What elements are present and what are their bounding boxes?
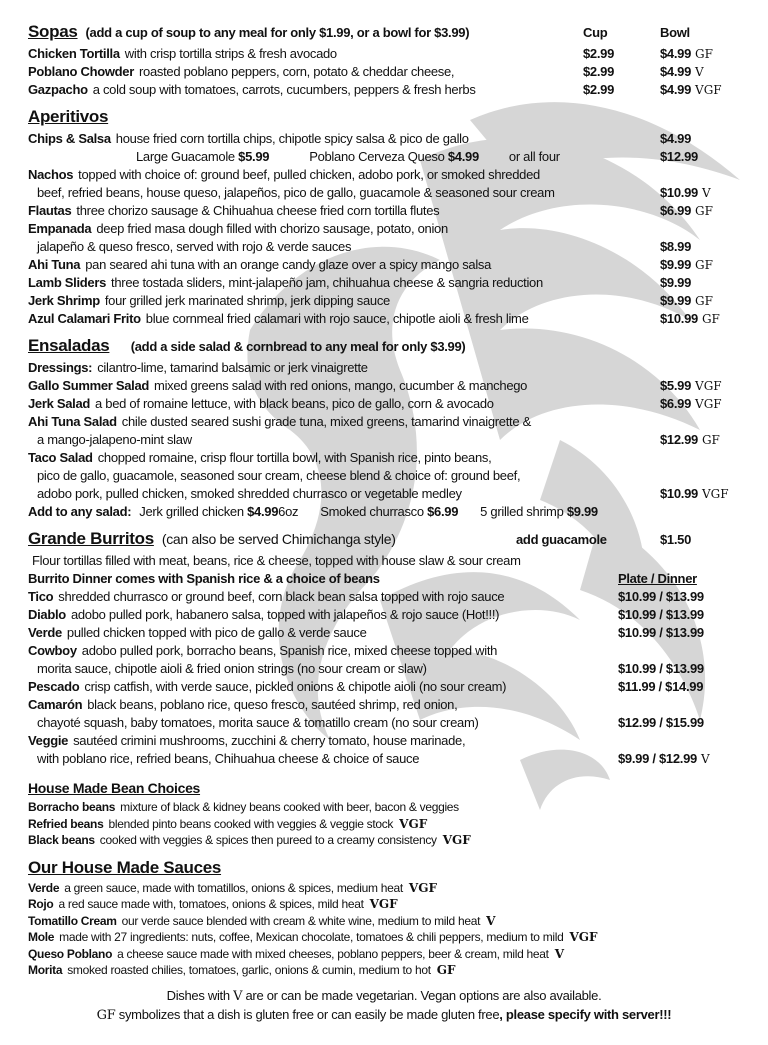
item-text xyxy=(28,880,768,897)
price-value: $9.99 xyxy=(660,275,692,290)
menu-item-line xyxy=(0,310,768,328)
addon-label: Add to any salad: xyxy=(28,504,132,519)
item-text xyxy=(28,63,583,81)
dressings-list: cilantro-lime, tamarind balsamic or jerk vinaigrette xyxy=(97,360,368,375)
price-value: $10.99 / $13.99 xyxy=(618,661,704,676)
dietary-tag: GF xyxy=(695,47,713,61)
item-name: Poblano Chowder xyxy=(28,64,135,79)
price-value: $9.99 xyxy=(660,293,692,308)
item-price xyxy=(618,714,768,732)
section-beans xyxy=(0,778,768,849)
menu-item-line xyxy=(0,449,768,467)
price-value: $10.99 / $13.99 xyxy=(618,589,704,604)
price-value: $12.99 / $15.99 xyxy=(618,715,704,730)
item-text xyxy=(28,750,618,768)
section-sauces xyxy=(0,857,768,979)
item-text xyxy=(28,832,768,849)
price-value: $9.99 xyxy=(660,257,692,272)
dietary-tag: VGF xyxy=(369,897,398,911)
item-name: Queso Poblano xyxy=(28,946,113,961)
item-desc: adobo pulled pork, borracho beans, Spanish rice, mixed cheese topped with xyxy=(81,643,498,658)
menu-item-line xyxy=(0,166,768,184)
item-name: Chicken Tortilla xyxy=(28,46,120,61)
menu-item-line xyxy=(0,256,768,274)
item-name: Jerk Salad xyxy=(28,396,91,411)
section-note: (add a cup of soup to any meal for only $1.99, or a bowl for $3.99) xyxy=(85,25,470,40)
item-price xyxy=(660,45,768,63)
price-value: $10.99 xyxy=(660,311,698,326)
item-name: Rojo xyxy=(28,897,54,911)
item-desc: chile dusted seared sushi grade tuna, mixed greens, tamarind vinaigrette & xyxy=(121,414,531,429)
item-text xyxy=(28,642,618,660)
item-desc: a red sauce made with, tomatoes, onions & spices, mild heat xyxy=(58,897,364,911)
menu-item-line xyxy=(0,816,768,833)
menu-item-line xyxy=(0,696,768,714)
item-desc: mixture of black & kidney beans cooked with beer, bacon & veggies xyxy=(120,800,459,814)
item-price xyxy=(660,292,768,310)
item-price xyxy=(660,377,768,395)
dressings xyxy=(0,359,768,377)
item-text xyxy=(28,256,660,274)
item-desc: sautéed crimini mushrooms, zucchini & cherry tomato, house marinade, xyxy=(73,733,466,748)
addon-price: $6.99 xyxy=(427,504,459,519)
dietary-tag: VGF xyxy=(408,880,437,895)
item-name: Gazpacho xyxy=(28,82,88,97)
section-title: Sopas xyxy=(28,22,78,41)
dietary-tag: GF xyxy=(695,204,713,218)
item-name: Pescado xyxy=(28,679,80,694)
item-text xyxy=(28,485,660,503)
item-name: Nachos xyxy=(28,167,74,182)
item-price xyxy=(660,238,768,256)
price-value: $10.99 xyxy=(660,486,698,501)
item-desc: with poblano rice, refried beans, Chihuahua cheese & choice of sauce xyxy=(37,751,420,766)
price-value: $9.99 / $12.99 xyxy=(618,751,697,766)
dietary-tag: V xyxy=(554,946,565,961)
item-name: Borracho beans xyxy=(28,800,116,814)
price-value: $10.99 xyxy=(660,185,698,200)
section-ensaladas xyxy=(0,334,768,521)
item-text xyxy=(28,678,618,696)
column-bowl: Bowl xyxy=(660,25,690,40)
item-desc: shredded churrasco or ground beef, corn black bean salsa topped with rojo sauce xyxy=(58,589,505,604)
item-price xyxy=(618,750,768,768)
item-text xyxy=(28,310,660,328)
addon-price: $4.99 xyxy=(247,504,279,519)
item-text xyxy=(28,449,660,467)
section-note: (add a side salad & cornbread to any meal for only $3.99) xyxy=(130,339,466,354)
price-value: $5.99 xyxy=(660,378,692,393)
menu-item-line xyxy=(0,274,768,292)
item-name: Azul Calamari Frito xyxy=(28,311,141,326)
item-desc: a green sauce, made with tomatillos, onions & spices, medium heat xyxy=(64,880,403,895)
menu-item-line xyxy=(0,606,768,624)
column-plate-dinner: Plate / Dinner xyxy=(618,571,697,586)
item-desc: a cheese sauce made with mixed cheeses, poblano peppers, beer & cream, mild heat xyxy=(117,946,549,961)
dietary-tag: V xyxy=(700,752,710,766)
item-price xyxy=(618,660,768,678)
menu-item-line xyxy=(0,624,768,642)
item-desc: morita sauce, chipotle aioli & fried onion strings (no sour cream or slaw) xyxy=(37,661,427,676)
section-title: House Made Bean Choices xyxy=(28,780,201,796)
legend-text: Dishes with xyxy=(166,987,230,1003)
guacamole-label: add guacamole xyxy=(516,532,607,547)
item-text xyxy=(28,166,660,184)
item-desc: house fried corn tortilla chips, chipotle spicy salsa & pico de gallo xyxy=(115,131,469,146)
item-price xyxy=(618,588,768,606)
menu-item-line xyxy=(0,896,768,913)
menu-item-line xyxy=(0,799,768,816)
item-name: Refried beans xyxy=(28,816,104,831)
price-value: $4.99 xyxy=(660,46,692,61)
item-price xyxy=(618,606,768,624)
item-name: Morita xyxy=(28,963,63,977)
menu-item-line xyxy=(0,913,768,930)
item-desc: mixed greens salad with red onions, mango, cucumber & manchego xyxy=(154,378,528,393)
price-value: $4.99 xyxy=(660,82,692,97)
dietary-tag: GF xyxy=(701,433,720,447)
item-price xyxy=(660,63,768,81)
item-desc: deep fried masa dough filled with chorizo sausage, potato, onion xyxy=(96,221,448,236)
footer-legend xyxy=(0,987,768,1025)
vegetarian-legend xyxy=(10,987,758,1006)
gluten-free-legend xyxy=(10,1006,758,1025)
item-name: Mole xyxy=(28,930,55,944)
item-desc: three tostada sliders, mint-jalapeño jam, chihuahua cheese & sangria reduction xyxy=(111,275,543,290)
dinner-note-text: Burrito Dinner comes with Spanish rice & a choice of beans xyxy=(28,571,380,586)
item-text xyxy=(28,413,660,431)
item-desc: four grilled jerk marinated shrimp, jerk dipping sauce xyxy=(104,293,390,308)
item-price xyxy=(660,274,768,292)
dietary-tag: V xyxy=(701,186,711,200)
menu-item-line xyxy=(0,413,768,431)
item-name: Chips & Salsa xyxy=(28,131,111,146)
item-name: Taco Salad xyxy=(28,450,93,465)
menu-item-line xyxy=(0,929,768,946)
price-value: $6.99 xyxy=(660,396,692,411)
item-text xyxy=(28,45,583,63)
price-value: $10.99 / $13.99 xyxy=(618,607,704,622)
menu-item-line xyxy=(0,45,768,63)
item-price xyxy=(660,395,768,413)
extra-label: Large Guacamole xyxy=(136,149,235,164)
item-desc: three chorizo sausage & Chihuahua cheese fried corn tortilla flutes xyxy=(76,203,440,218)
column-cup: Cup xyxy=(583,25,608,40)
dietary-tag: VGF xyxy=(701,487,729,501)
price-value: $10.99 / $13.99 xyxy=(618,625,704,640)
dietary-tag: GF xyxy=(436,963,456,977)
menu-item-line xyxy=(0,732,768,750)
item-text xyxy=(28,431,660,449)
item-price xyxy=(660,81,768,99)
section-note: (can also be served Chimichanga style) xyxy=(161,531,396,547)
item-price: $4.99 xyxy=(660,131,692,146)
item-name: Jerk Shrimp xyxy=(28,293,100,308)
item-name: Verde xyxy=(28,880,60,895)
addon-size: 6oz xyxy=(278,504,299,519)
item-desc: pan seared ahi tuna with an orange candy glaze over a spicy mango salsa xyxy=(85,257,492,272)
item-text xyxy=(28,395,660,413)
item-price xyxy=(660,431,768,449)
item-name: Gallo Summer Salad xyxy=(28,378,150,393)
item-desc: adobo pork, pulled chicken, smoked shredded churrasco or vegetable medley xyxy=(37,486,462,501)
vegetarian-symbol: V xyxy=(233,988,243,1004)
item-text xyxy=(28,660,618,678)
item-desc: chayoté squash, baby tomatoes, morita sauce & tomatillo cream (no sour cream) xyxy=(37,715,479,730)
item-desc: pulled chicken topped with pico de gallo & verde sauce xyxy=(66,625,367,640)
section-header xyxy=(0,527,768,552)
dietary-tag: VGF xyxy=(442,833,471,847)
addon-shrimp: 5 grilled shrimp xyxy=(480,504,564,519)
item-price xyxy=(660,485,768,503)
menu-item-line xyxy=(0,431,768,449)
item-desc: chopped romaine, crisp flour tortilla bowl, with Spanish rice, pinto beans, xyxy=(97,450,492,465)
item-desc: with crisp tortilla strips & fresh avocado xyxy=(124,46,337,61)
menu-item-line xyxy=(0,962,768,979)
dietary-tag: GF xyxy=(701,312,720,326)
extra-label: Poblano Cerveza Queso xyxy=(309,149,445,164)
item-name: Tomatillo Cream xyxy=(28,913,117,928)
item-name: Flautas xyxy=(28,203,72,218)
section-title: Aperitivos xyxy=(28,107,109,126)
item-text xyxy=(28,732,618,750)
item-price xyxy=(660,256,768,274)
item-text xyxy=(28,816,768,833)
item-desc: a bed of romaine lettuce, with black beans, pico de gallo, corn & avocado xyxy=(95,396,494,411)
item-desc: jalapeño & queso fresco, served with rojo & verde sauces xyxy=(37,239,352,254)
cup-price: $2.99 xyxy=(583,64,615,79)
section-header xyxy=(0,334,768,359)
menu-item-line xyxy=(0,714,768,732)
dietary-tag: VGF xyxy=(695,83,722,97)
menu-item-line xyxy=(0,642,768,660)
item-text xyxy=(28,714,618,732)
item-price xyxy=(618,678,768,696)
section-title: Ensaladas xyxy=(28,336,110,355)
addon-price: $9.99 xyxy=(566,504,598,519)
dietary-tag: GF xyxy=(695,258,713,272)
item-desc: a mango-jalapeno-mint slaw xyxy=(37,432,192,447)
section-header xyxy=(0,105,768,130)
section-aperitivos xyxy=(0,105,768,328)
item-name: Empanada xyxy=(28,221,92,236)
item-name: Ahi Tuna Salad xyxy=(28,414,117,429)
item-desc: cooked with veggies & spices then pureed to a creamy consistency xyxy=(99,833,437,847)
menu-item-line xyxy=(0,184,768,202)
legend-text: are or can be made vegetarian. Vegan options are also available. xyxy=(245,987,602,1003)
chips-extras xyxy=(0,148,768,166)
price-value: $12.99 xyxy=(660,432,698,447)
dietary-tag: VGF xyxy=(399,816,428,831)
extra-price: $5.99 xyxy=(238,149,270,164)
item-name: Diablo xyxy=(28,607,66,622)
item-desc: roasted poblano peppers, corn, potato & cheddar cheese, xyxy=(139,64,455,79)
item-text xyxy=(28,81,583,99)
section-burritos xyxy=(0,527,768,768)
menu-item-line xyxy=(0,63,768,81)
item-desc: blended pinto beans cooked with veggies & veggie stock xyxy=(108,816,394,831)
extra-label: or all four xyxy=(508,149,560,164)
section-header xyxy=(0,20,768,45)
dietary-tag: V xyxy=(486,913,496,928)
section-header xyxy=(0,778,768,799)
menu-item-line xyxy=(0,750,768,768)
gluten-free-symbol: GF xyxy=(96,1007,116,1023)
price-value: $11.99 / $14.99 xyxy=(618,679,704,694)
item-desc: smoked roasted chilies, tomatoes, garlic, onions & cumin, medium to hot xyxy=(67,963,431,977)
cup-price: $2.99 xyxy=(583,82,615,97)
menu-item-line xyxy=(0,660,768,678)
menu-item-line xyxy=(0,81,768,99)
item-text xyxy=(28,929,768,946)
item-text xyxy=(28,467,660,485)
price-value: $4.99 xyxy=(660,64,692,79)
cup-price: $2.99 xyxy=(583,46,615,61)
menu-item-line xyxy=(0,202,768,220)
burrito-intro xyxy=(0,552,768,570)
item-price xyxy=(660,310,768,328)
item-text xyxy=(28,202,660,220)
menu-item-line xyxy=(0,220,768,238)
extra-price: $12.99 xyxy=(660,149,698,164)
menu-item-line xyxy=(0,485,768,503)
item-desc: a cold soup with tomatoes, carrots, cucumbers, peppers & fresh herbs xyxy=(92,82,476,97)
salad-addons xyxy=(0,503,768,521)
item-desc: blue cornmeal fried calamari with rojo sauce, chipotle aioli & fresh lime xyxy=(145,311,529,326)
item-desc: our verde sauce blended with cream & white wine, medium to mild heat xyxy=(121,913,481,928)
menu-item-line xyxy=(0,880,768,897)
price-value: $6.99 xyxy=(660,203,692,218)
item-text xyxy=(28,946,768,963)
item-text xyxy=(28,274,660,292)
item-text xyxy=(28,292,660,310)
item-text xyxy=(28,913,768,930)
addon-churrasco: Smoked churrasco xyxy=(320,504,424,519)
item-text xyxy=(28,624,618,642)
item-text xyxy=(28,962,768,979)
menu-item-line xyxy=(0,946,768,963)
item-text xyxy=(28,238,660,256)
extra-price: $4.99 xyxy=(447,149,479,164)
item-desc: black beans, poblano rice, queso fresco, sautéed shrimp, red onion, xyxy=(87,697,458,712)
section-header xyxy=(0,857,768,880)
dietary-tag: VGF xyxy=(569,930,598,944)
dietary-tag: VGF xyxy=(695,397,722,411)
item-price xyxy=(618,624,768,642)
item-text xyxy=(28,696,618,714)
item-text xyxy=(28,184,660,202)
item-text xyxy=(28,377,660,395)
menu-item-line xyxy=(0,395,768,413)
dietary-tag: V xyxy=(695,65,704,79)
menu-item-line xyxy=(0,377,768,395)
menu-item-line xyxy=(0,467,768,485)
item-name: Cowboy xyxy=(28,643,77,658)
item-name: Tico xyxy=(28,589,54,604)
dressings-label: Dressings: xyxy=(28,360,93,375)
item-text xyxy=(28,606,618,624)
item-desc: topped with choice of: ground beef, pulled chicken, adobo pork, or smoked shredded xyxy=(78,167,540,182)
section-sopas xyxy=(0,20,768,99)
item-desc: pico de gallo, guacamole, seasoned sour cream, cheese blend & choice of: ground beef, xyxy=(37,468,521,483)
dietary-tag: GF xyxy=(695,294,713,308)
menu-item-line xyxy=(0,238,768,256)
item-text xyxy=(28,588,618,606)
addon-chicken: Jerk grilled chicken xyxy=(139,504,244,519)
price-value: $8.99 xyxy=(660,239,692,254)
guacamole-price: $1.50 xyxy=(660,532,692,547)
item-name: Ahi Tuna xyxy=(28,257,81,272)
item-desc: made with 27 ingredients: nuts, coffee, Mexican chocolate, tomatoes & chili peppers, medium to mild xyxy=(59,930,564,944)
item-text xyxy=(28,799,768,816)
item-name: Black beans xyxy=(28,833,95,847)
item-text xyxy=(28,896,768,913)
dietary-tag: VGF xyxy=(695,379,722,393)
menu-item-line xyxy=(0,588,768,606)
legend-text: symbolizes that a dish is gluten free or can easily be made gluten free xyxy=(118,1006,500,1022)
legend-emphasis: , please specify with server!!! xyxy=(499,1006,672,1022)
item-desc: adobo pulled pork, habanero salsa, topped with jalapeños & rojo sauce (Hot!!!) xyxy=(70,607,500,622)
burrito-intro-text: Flour tortillas filled with meat, beans, rice & cheese, topped with house slaw & sour cream xyxy=(32,553,521,568)
item-name: Veggie xyxy=(28,733,69,748)
section-title: Grande Burritos xyxy=(28,529,154,548)
section-title: Our House Made Sauces xyxy=(28,857,222,877)
item-text xyxy=(28,220,660,238)
item-name: Verde xyxy=(28,625,62,640)
item-price xyxy=(660,184,768,202)
burrito-dinner-note xyxy=(0,570,768,588)
item-desc: crisp catfish, with verde sauce, pickled onions & chipotle aioli (no sour cream) xyxy=(84,679,507,694)
menu-item xyxy=(0,130,768,148)
item-name: Lamb Sliders xyxy=(28,275,107,290)
item-name: Camarón xyxy=(28,697,83,712)
menu-item-line xyxy=(0,678,768,696)
menu-item-line xyxy=(0,832,768,849)
menu-item-line xyxy=(0,292,768,310)
item-price xyxy=(660,202,768,220)
item-desc: beef, refried beans, house queso, jalapeños, pico de gallo, guacamole & seasoned sour cream xyxy=(37,185,555,200)
